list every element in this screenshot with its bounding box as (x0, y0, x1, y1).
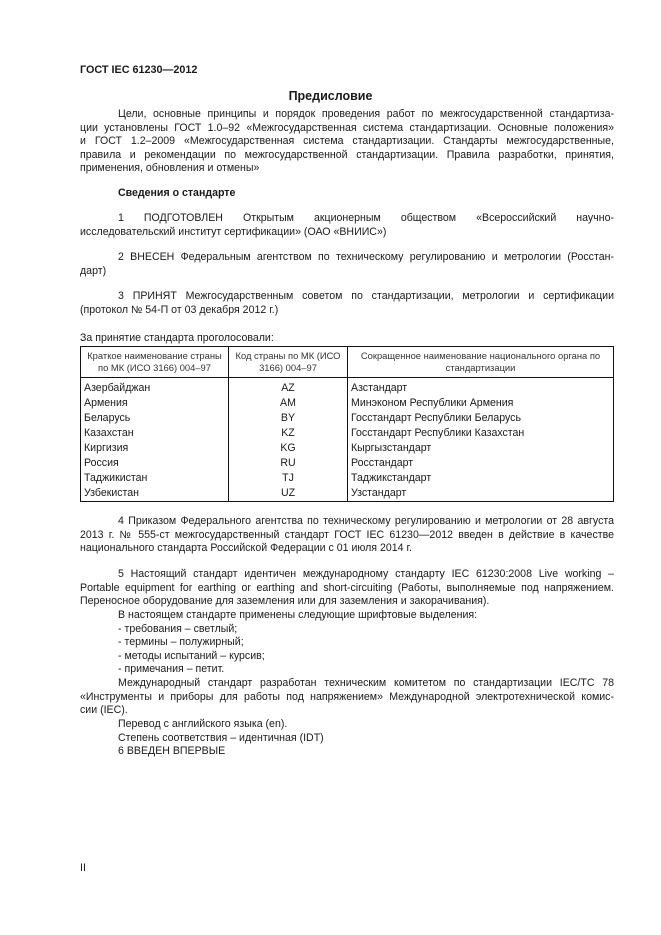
cell-body: Минэконом Республики Армения (348, 396, 614, 411)
cell-code: AM (229, 396, 348, 411)
text-line: Цели, основные принципы и порядок проведения работ по межгосударственной стандартиза- (118, 108, 614, 120)
item-5-tc (80, 677, 614, 718)
text-line: 4 Приказом Федерального агентства по техническому регулированию и метрологии от 28 августа (118, 515, 614, 527)
cell-country: Беларусь (81, 411, 229, 426)
cell-code: TJ (229, 471, 348, 486)
text-line: В настоящем стандарте применены следующие шрифтовые выделения: (118, 609, 478, 621)
header-country: Краткое наименование страны по МК (ИСО 3166) 004–97 (81, 347, 229, 378)
text-line: Международный стандарт разработан техническим комитетом по стандартизации IEC/TC 78 (118, 677, 614, 689)
cell-body: Госстандарт Республики Беларусь (348, 411, 614, 426)
cell-body: Узстандарт (348, 486, 614, 502)
header-code: Код страны по МК (ИСО 3166) 004–97 (229, 347, 348, 378)
cell-code: RU (229, 456, 348, 471)
text-line: национального стандарта Российской Федерации с 01 июля 2014 г. (80, 542, 412, 555)
voting-table (80, 346, 614, 502)
cell-code: BY (229, 411, 348, 426)
cell-country: Азербайджан (81, 378, 229, 397)
cell-country: Россия (81, 456, 229, 471)
text-line: правила и рекомендации по межгосударственной стандартизации. Правила разработки, принятия, (80, 148, 614, 161)
cell-code: AZ (229, 378, 348, 397)
text-line: 5 Настоящий стандарт идентичен международному стандарту IEC 61230:2008 Live working – (118, 568, 614, 580)
item-4 (80, 515, 614, 556)
item-5 (80, 568, 614, 609)
table-row (81, 486, 614, 502)
text-line: ции установлены ГОСТ 1.0–92 «Межгосударственная система стандартизации. Основные положения» (80, 121, 614, 134)
cell-body: Кыргызстандарт (348, 441, 614, 456)
text-line: 1 ПОДГОТОВЛЕН Открытым акционерным обществом «Всероссийский научно- (118, 212, 614, 224)
text-line: исследовательский институт сертификации» (ОАО «ВНИИС») (80, 225, 387, 238)
page-title: Предисловие (288, 89, 373, 103)
text-line: - методы испытаний – курсив; (118, 649, 265, 662)
cell-country: Узбекистан (81, 486, 229, 502)
text-line: Перевод с английского языка (en). (118, 718, 288, 730)
text-line: 2 ВНЕСЕН Федеральным агентством по техническому регулированию и метрологии (Росстан- (118, 251, 614, 263)
text-line: Portable equipment for earthing or earthing and short-circuiting (Работы, выполняемые под напряжением. (80, 581, 614, 594)
cell-country: Таджикистан (81, 471, 229, 486)
table-row (81, 441, 614, 456)
table-row (81, 378, 614, 397)
table-row (81, 396, 614, 411)
item-5-tail (80, 718, 614, 745)
header-body: Сокращенное наименование национального органа по стандартизации (348, 347, 614, 378)
item-5-fonts (80, 609, 614, 677)
item-6 (80, 745, 614, 759)
text-line: 3 ПРИНЯТ Межгосударственным советом по стандартизации, метрологии и сертификации (118, 290, 614, 302)
intro-paragraph (80, 108, 614, 176)
text-line: дарт) (80, 264, 107, 277)
table-caption: За принятие стандарта проголосовали: (80, 332, 274, 344)
table-row (81, 411, 614, 426)
table-row (81, 471, 614, 486)
cell-country: Казахстан (81, 426, 229, 441)
page-number: II (80, 862, 86, 874)
text-line: - примечания – петит. (118, 663, 225, 676)
text-line: - термины – полужирный; (118, 636, 244, 649)
cell-body: Росстандарт (348, 456, 614, 471)
text-line: (протокол № 54-П от 03 декабря 2012 г.) (80, 303, 279, 316)
cell-code: KZ (229, 426, 348, 441)
text-line: - требования – светлый; (118, 622, 238, 635)
text-line: и ГОСТ 1.2–2009 «Межгосударственная система стандартизации. Стандарты межгосударственные, (80, 135, 614, 148)
cell-body: Азстандарт (348, 378, 614, 397)
table-row (81, 426, 614, 441)
cell-country: Армения (81, 396, 229, 411)
document-header: ГОСТ IEC 61230—2012 (80, 64, 198, 76)
cell-country: Киргизия (81, 441, 229, 456)
text-line: 6 ВВЕДЕН ВПЕРВЫЕ (118, 745, 226, 757)
text-line: Переносное оборудование для заземления или для заземления и закорачивания). (80, 595, 490, 608)
item-2 (80, 251, 614, 278)
table-row (81, 456, 614, 471)
text-line: Степень соответствия – идентичная (IDT) (118, 731, 324, 744)
text-line: сии (IEC). (80, 704, 128, 717)
section-subtitle: Сведения о стандарте (118, 187, 236, 199)
cell-code: UZ (229, 486, 348, 502)
cell-body: Госстандарт Республики Казахстан (348, 426, 614, 441)
cell-body: Таджикстандарт (348, 471, 614, 486)
item-3 (80, 290, 614, 317)
item-1 (80, 212, 614, 239)
table-header-row (81, 347, 614, 378)
text-line: 2013 г. № 555-ст межгосударственный стандарт ГОСТ IEC 61230—2012 введен в действие в качестве (80, 528, 614, 541)
text-line: применения, обновления и отмены» (80, 162, 260, 175)
text-line: «Инструменты и приборы для работы под напряжением» Международной электротехнической комис- (80, 690, 614, 703)
cell-code: KG (229, 441, 348, 456)
